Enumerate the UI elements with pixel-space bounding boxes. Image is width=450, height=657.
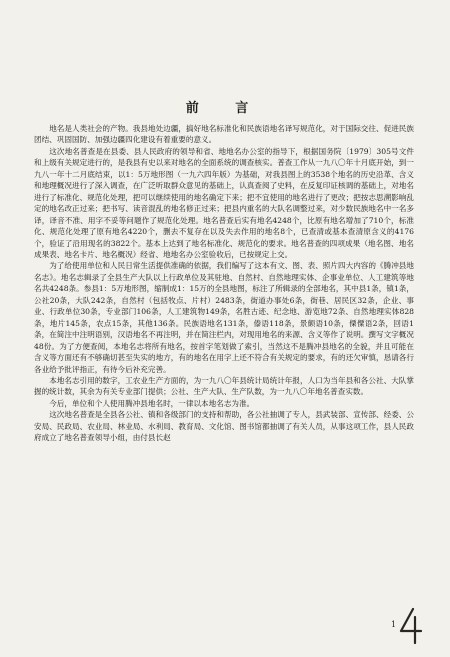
paragraph: 这次地名普查是全县各公社、镇和各级部门的支持和帮助，各公社抽调了专人，县武装部、宣传部、经委、公安局、民政局、农业局、林业局、水利局、教育局、文化馆、图书馆都抽调了有关人员，从事这项工作，县人民政府成立了地名普查领导小组，由付县长赵 (34, 410, 414, 443)
handwritten-page-mark (398, 607, 424, 645)
body-text (34, 123, 414, 444)
page-title: 前 言 (185, 101, 265, 116)
paragraph: 今后，单位和个人使用腾冲县地名时，一律以本地名志为准。 (49, 398, 255, 408)
page-number: 1 (391, 620, 397, 629)
paragraph: 本地名志引用的数字，工农业生产方面的，为一九八〇年县统计局统计年报，人口为当年县和各公社、大队掌握的统计数，其余为有关专业部门提供；公社、生产大队、生产队数，为一九八〇年地名普查实数。 (34, 375, 414, 397)
paragraph: 这次地名普查是在县委、县人民政府的领导和省、地地名办公室的指导下，根据国务院〔1979〕305号文件和上级有关规定进行的，是我县有史以来对地名的全面系统的调查核实。普查工作从一九八〇年十月底开始，到一九八一年十二月底结束，以1：5万地形图（一九六四年版）为基础，对我县图上的3538个地名的历史沿革、含义和地理概况进行了深入调查，在广泛听取群众意见的基础上，认真查阅了史料，在反复印证核调的基础上，对地名进行了标准化、规范化处理，把可以继续使用的地名确定下来；把不宜使用的地名进行了更改；把按志思溯影响乱定的地名改正过来；把书写、读音混乱的地名修正过来；把县内重名的大队名调整过来，对少数民族地名中一名多译，译音不准、用字不妥等问题作了规范化处理。地名普查后实有地名4248个，比原有地名增加了710个，标准化、规范化处理了原有地名4220个，删去不复存在以及失去作用的地名8个，已查清或基本查清原含义的4176个，验证了沿用现名的3822个。基本上达到了地名标准化、规范化的要求。地名普查的四项成果（地名图、地名成果表、地名卡片、地名概况）经省、地地名办公室验收后，已按规定上交。 (34, 146, 414, 259)
paragraph: 为了给使用单位和人民日常生活提供准确的依据，我们编写了这本有文、图、表、照片四大内容的《腾冲县地名志》。地名志辑录了全县生产大队以上行政单位及其驻地、自然村、自然地理实体、企事业单位、人工建筑等地名共4248条。参县1：5万地形图，缩制成1：15万的全县地图，标注了所辑录的全部地名，其中县1条，镇1条，公社20条，大队242条，自然村（包括牧点、片村）2483条，街道办事处6条，街巷、居民区32条，企业、事业、行政单位30条，专业部门106条，人工建筑物149条，名胜古迹、纪念地、游览地72条、自然地理实体828条，地片145条，农点15条，其他136条。民族语地名131条，傣语118条，景颇语10条，傈僳语2条，回语1条，在简注中注明语别，汉语地名不再注明，并在简注栏内，对现用地名的来源、含义等作了说明。撰写文字概况48份。为了方便查阅，本地名志将所有地名，按首字笔划做了索引，当然这不是腾冲县地名的全貌，并且可能在含义等方面还有不够确切甚至失实的地方，有的地名在用字上还不符合有关规定的要求，有的还欠审慎，恳请各行各业给予批评指正，有待今后补充完善。 (34, 261, 414, 374)
paragraph: 地名是人类社会的产物。我县地处边疆，搞好地名标准化和民族语地名译写规范化，对于国际交往、促进民族团结、巩固国防、加强边疆四化建设有着重要的意义。 (34, 124, 414, 145)
